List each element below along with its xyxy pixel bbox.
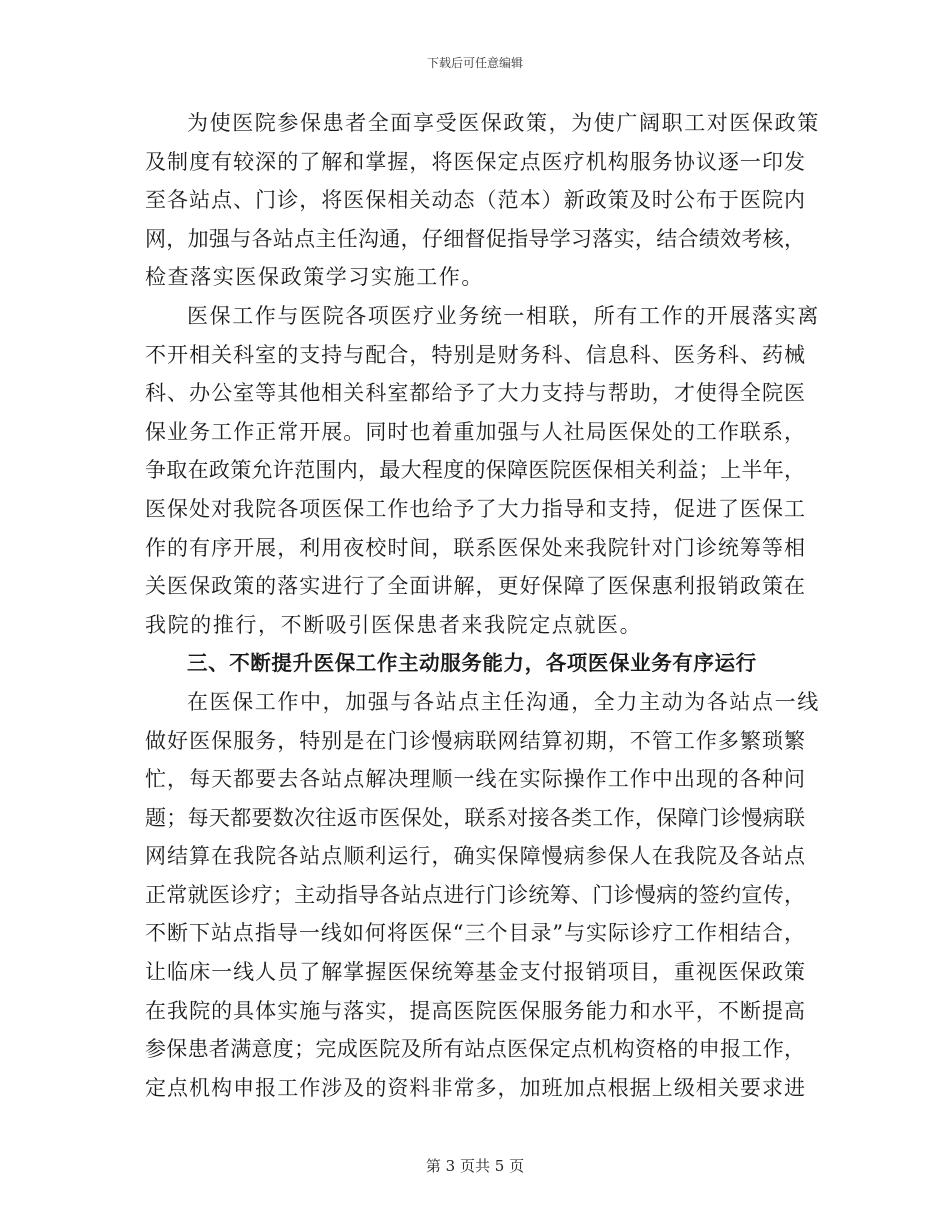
paragraph-line: 医保处对我院各项医保工作也给予了大力指导和支持，促进了医保工 [145, 496, 805, 521]
page-footer: 第 3 页共 5 页 [425, 1157, 525, 1175]
paragraph-line: 争取在政策允许范围内，最大程度的保障医院医保相关利益；上半年， [145, 458, 805, 483]
paragraph-line: 参保患者满意度；完成医院及所有站点医保定点机构资格的申报工作， [145, 1037, 805, 1062]
paragraph-line: 在医保工作中，加强与各站点主任沟通，全力主动为各站点一线 [187, 689, 820, 714]
paragraph-line: 及制度有较深的了解和掌握，将医保定点医疗机构服务协议逐一印发 [145, 149, 805, 174]
section-heading: 三、不断提升医保工作主动服务能力，各项医保业务有序运行 [187, 651, 757, 676]
paragraph-line: 不断下站点指导一线如何将医保“三个目录”与实际诊疗工作相结合， [145, 921, 805, 946]
paragraph-line: 医保工作与医院各项医疗业务统一相联，所有工作的开展落实离 [187, 303, 820, 328]
paragraph-line: 关医保政策的落实进行了全面讲解，更好保障了医保惠利报销政策在 [145, 574, 805, 599]
paragraph-line: 做好医保服务，特别是在门诊慢病联网结算初期，不管工作多繁琐繁 [145, 728, 805, 753]
paragraph-line: 为使医院参保患者全面享受医保政策，为使广阔职工对医保政策 [187, 111, 820, 135]
paragraph-line: 科、办公室等其他相关科室都给予了大力支持与帮助，才使得全院医 [145, 381, 805, 406]
paragraph-line: 忙，每天都要去各站点解决理顺一线在实际操作工作中出现的各种问 [145, 767, 805, 792]
paragraph-line: 让临床一线人员了解掌握医保统筹基金支付报销项目，重视医保政策 [145, 960, 805, 985]
paragraph-line: 在我院的具体实施与落实，提高医院医保服务能力和水平，不断提高 [145, 998, 805, 1023]
paragraph-line: 网，加强与各站点主任沟通，仔细督促指导学习落实，结合绩效考核， [145, 226, 805, 251]
paragraph-line: 网结算在我院各站点顺利运行，确实保障慢病参保人在我院及各站点 [145, 844, 805, 869]
paragraph-line: 检查落实医保政策学习实施工作。 [145, 265, 484, 290]
paragraph-line: 正常就医诊疗；主动指导各站点进行门诊统筹、门诊慢病的签约宣传， [145, 882, 805, 907]
document-body [145, 104, 820, 1107]
paragraph-line: 保业务工作正常开展。同时也着重加强与人社局医保处的工作联系， [145, 419, 805, 444]
paragraph-line: 我院的推行，不断吸引医保患者来我院定点就医。 [145, 612, 643, 637]
paragraph-line: 题；每天都要数次往返市医保处，联系对接各类工作，保障门诊慢病联 [145, 805, 805, 830]
paragraph-line: 不开相关科室的支持与配合，特别是财务科、信息科、医务科、药械 [145, 342, 805, 367]
paragraph-line: 至各站点、门诊，将医保相关动态（范本）新政策及时公布于医院内 [145, 188, 805, 213]
paragraph-line: 定点机构申报工作涉及的资料非常多，加班加点根据上级相关要求进 [145, 1075, 805, 1100]
page-header: 下载后可任意编辑 [426, 56, 523, 70]
paragraph-line: 作的有序开展，利用夜校时间，联系医保处来我院针对门诊统筹等相 [145, 535, 805, 560]
